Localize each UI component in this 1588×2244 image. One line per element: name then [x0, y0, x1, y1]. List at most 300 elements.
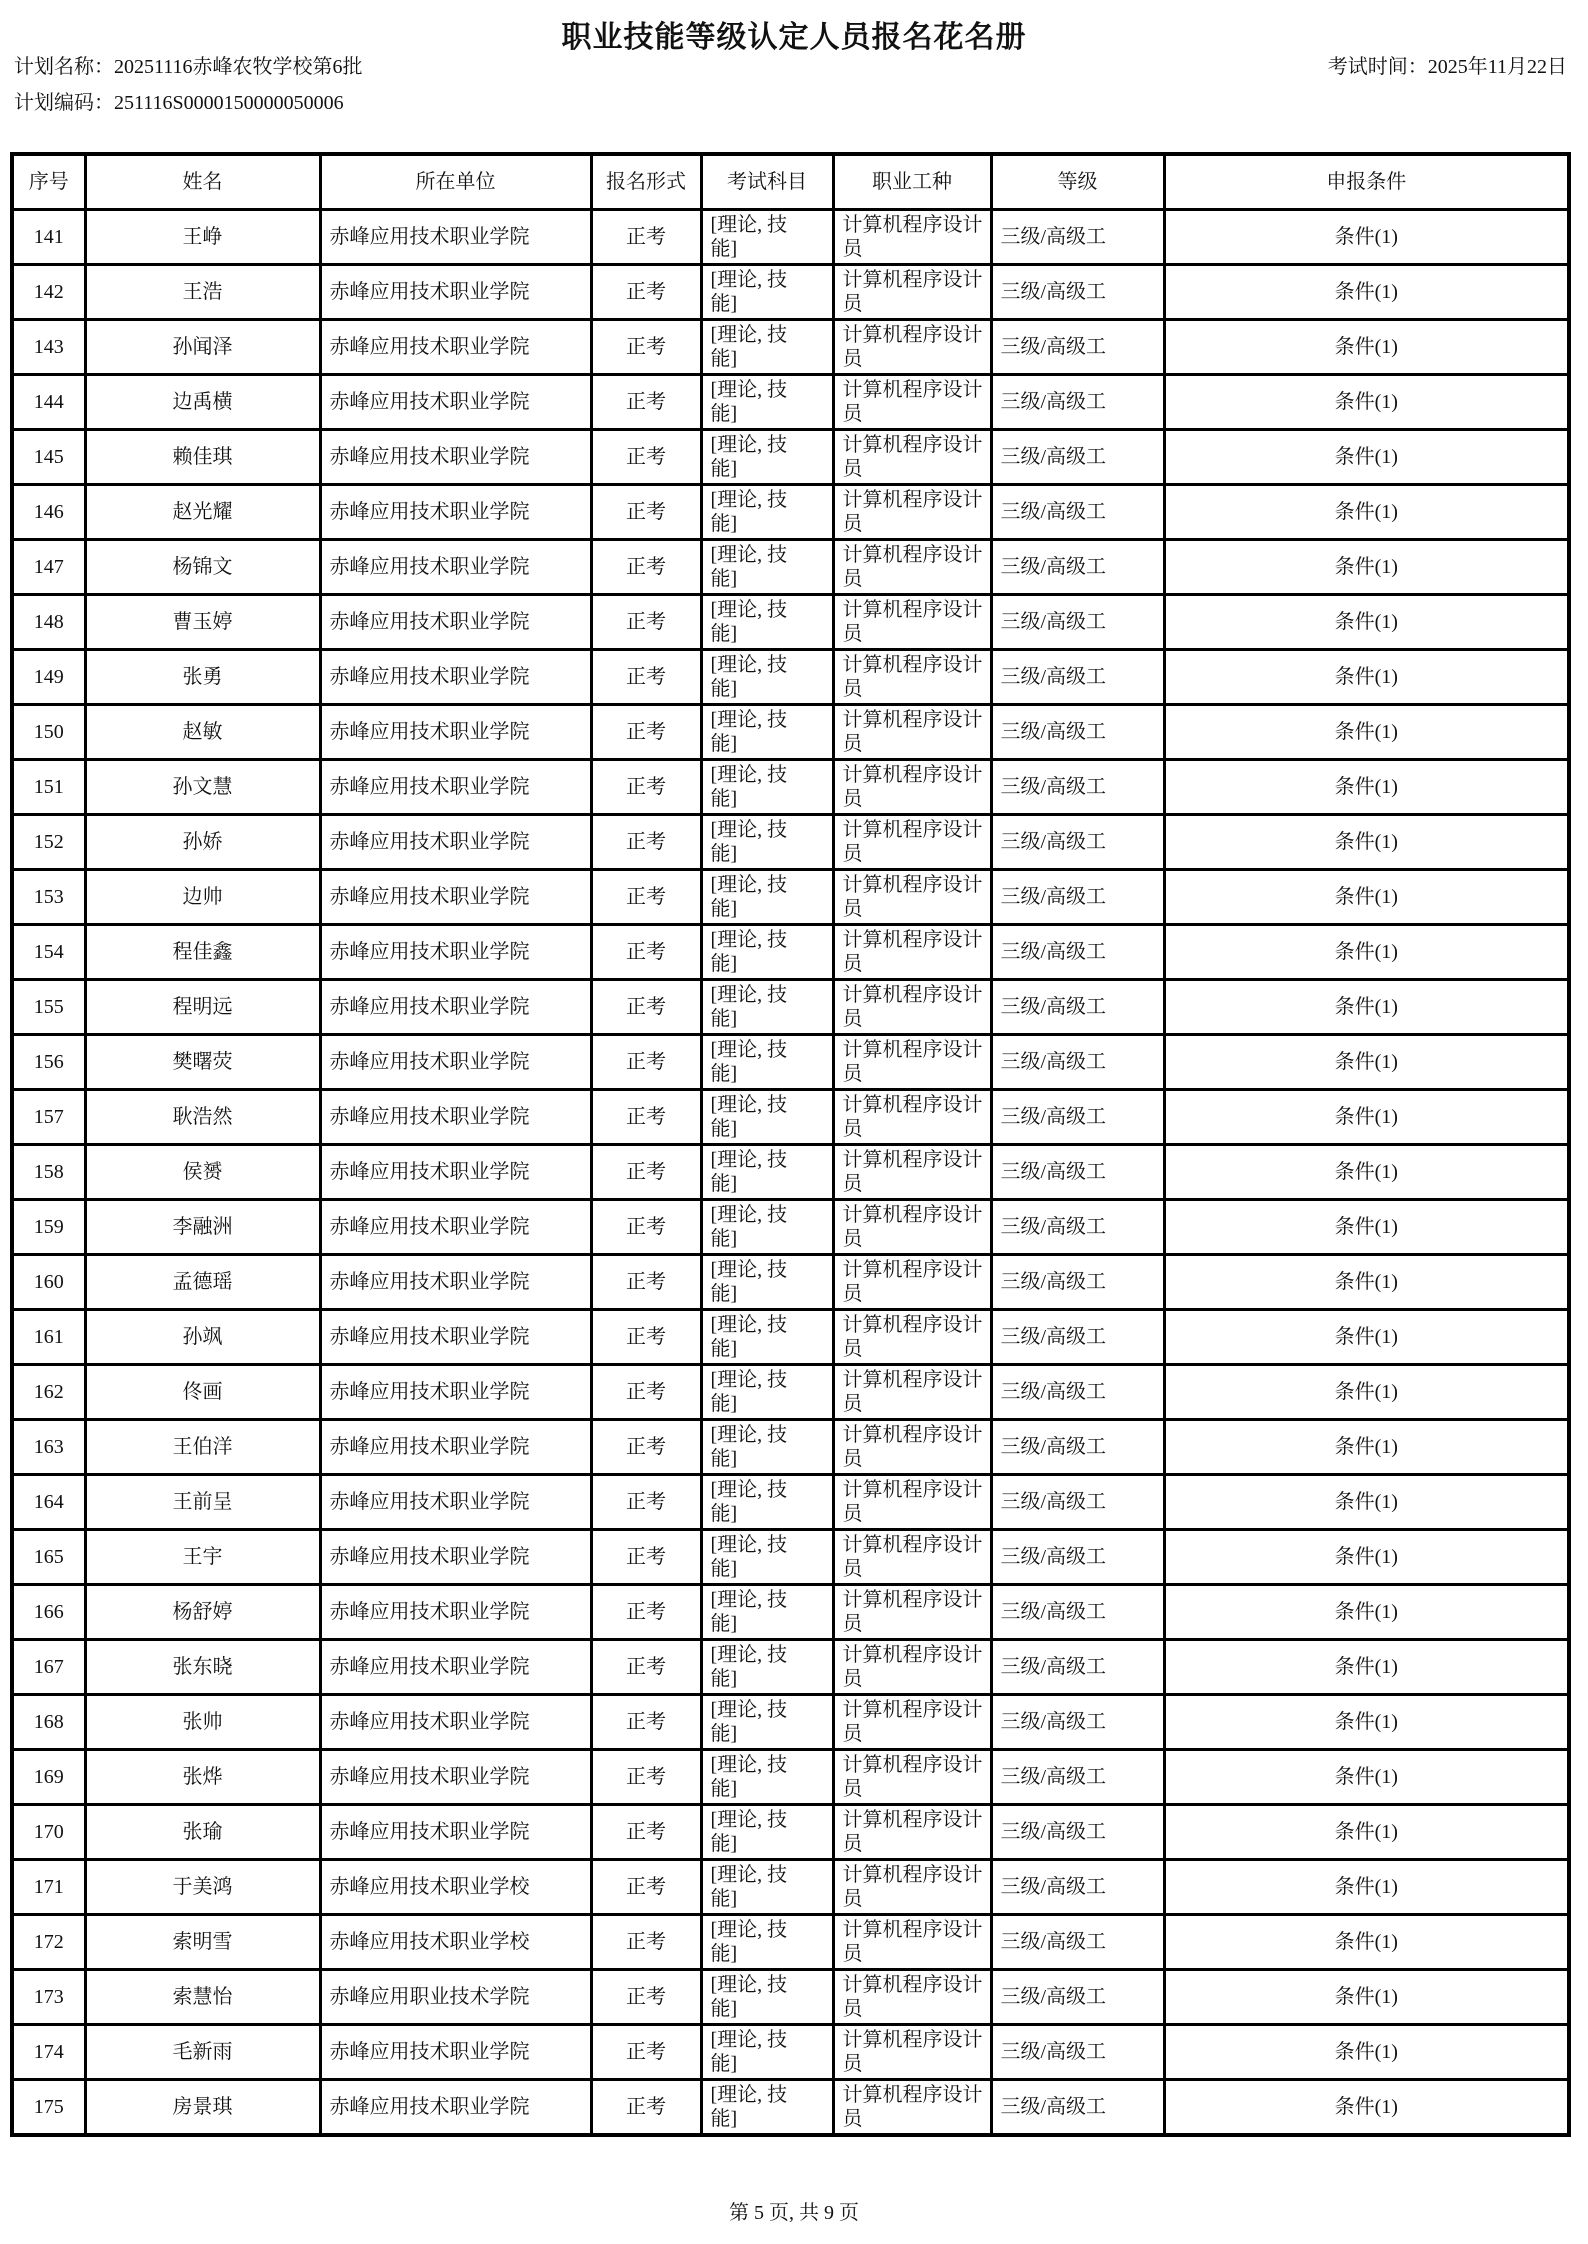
table-row — [12, 1034, 1569, 1089]
cell-occupation: 计算机程序设计员 — [833, 2024, 991, 2079]
cell-unit: 赤峰应用技术职业学院 — [320, 539, 591, 594]
cell-occupation: 计算机程序设计员 — [833, 924, 991, 979]
cell-level: 三级/高级工 — [991, 1309, 1164, 1364]
cell-unit: 赤峰应用技术职业学院 — [320, 264, 591, 319]
table-row — [12, 1584, 1569, 1639]
cell-registration-form: 正考 — [591, 2024, 701, 2079]
cell-name: 于美鸿 — [85, 1859, 320, 1914]
cell-registration-form: 正考 — [591, 869, 701, 924]
cell-registration-form: 正考 — [591, 319, 701, 374]
cell-serial: 175 — [12, 2079, 85, 2135]
cell-registration-form: 正考 — [591, 1969, 701, 2024]
cell-name: 张东晓 — [85, 1639, 320, 1694]
cell-registration-form: 正考 — [591, 1144, 701, 1199]
cell-occupation: 计算机程序设计员 — [833, 1804, 991, 1859]
cell-occupation: 计算机程序设计员 — [833, 264, 991, 319]
cell-name: 程佳鑫 — [85, 924, 320, 979]
cell-occupation: 计算机程序设计员 — [833, 1309, 991, 1364]
cell-unit: 赤峰应用技术职业学院 — [320, 1034, 591, 1089]
cell-serial: 164 — [12, 1474, 85, 1529]
cell-occupation: 计算机程序设计员 — [833, 869, 991, 924]
cell-occupation: 计算机程序设计员 — [833, 1419, 991, 1474]
cell-registration-form: 正考 — [591, 1034, 701, 1089]
cell-registration-form: 正考 — [591, 209, 701, 264]
cell-unit: 赤峰应用技术职业学院 — [320, 2024, 591, 2079]
cell-exam-subjects: [理论, 技能] — [701, 979, 833, 1034]
table-row — [12, 1914, 1569, 1969]
cell-exam-subjects: [理论, 技能] — [701, 209, 833, 264]
cell-exam-subjects: [理论, 技能] — [701, 869, 833, 924]
cell-registration-form: 正考 — [591, 924, 701, 979]
table-row — [12, 1254, 1569, 1309]
cell-conditions: 条件(1) — [1164, 924, 1569, 979]
cell-level: 三级/高级工 — [991, 1749, 1164, 1804]
cell-unit: 赤峰应用技术职业学院 — [320, 1254, 591, 1309]
cell-exam-subjects: [理论, 技能] — [701, 1364, 833, 1419]
cell-occupation: 计算机程序设计员 — [833, 319, 991, 374]
header-cell-registration-form: 报名形式 — [591, 154, 701, 209]
cell-name: 耿浩然 — [85, 1089, 320, 1144]
cell-unit: 赤峰应用技术职业学院 — [320, 1419, 591, 1474]
cell-occupation: 计算机程序设计员 — [833, 539, 991, 594]
cell-conditions: 条件(1) — [1164, 1309, 1569, 1364]
cell-registration-form: 正考 — [591, 1419, 701, 1474]
cell-serial: 143 — [12, 319, 85, 374]
cell-exam-subjects: [理论, 技能] — [701, 374, 833, 429]
cell-level: 三级/高级工 — [991, 594, 1164, 649]
cell-conditions: 条件(1) — [1164, 1034, 1569, 1089]
cell-exam-subjects: [理论, 技能] — [701, 1969, 833, 2024]
cell-exam-subjects: [理论, 技能] — [701, 1034, 833, 1089]
table-row — [12, 1749, 1569, 1804]
cell-level: 三级/高级工 — [991, 2079, 1164, 2135]
cell-name: 索慧怡 — [85, 1969, 320, 2024]
cell-conditions: 条件(1) — [1164, 814, 1569, 869]
cell-serial: 155 — [12, 979, 85, 1034]
cell-unit: 赤峰应用技术职业学院 — [320, 649, 591, 704]
cell-conditions: 条件(1) — [1164, 704, 1569, 759]
cell-serial: 159 — [12, 1199, 85, 1254]
cell-conditions: 条件(1) — [1164, 429, 1569, 484]
cell-conditions: 条件(1) — [1164, 2024, 1569, 2079]
cell-registration-form: 正考 — [591, 1749, 701, 1804]
table-row — [12, 264, 1569, 319]
table-row — [12, 1859, 1569, 1914]
cell-name: 毛新雨 — [85, 2024, 320, 2079]
cell-conditions: 条件(1) — [1164, 1419, 1569, 1474]
header-cell-serial: 序号 — [12, 154, 85, 209]
table-row — [12, 594, 1569, 649]
cell-conditions: 条件(1) — [1164, 1089, 1569, 1144]
table-row — [12, 649, 1569, 704]
cell-name: 张烨 — [85, 1749, 320, 1804]
cell-name: 杨锦文 — [85, 539, 320, 594]
cell-registration-form: 正考 — [591, 2079, 701, 2135]
cell-level: 三级/高级工 — [991, 1859, 1164, 1914]
cell-name: 张勇 — [85, 649, 320, 704]
cell-name: 孙文慧 — [85, 759, 320, 814]
cell-conditions: 条件(1) — [1164, 1969, 1569, 2024]
cell-unit: 赤峰应用技术职业学院 — [320, 2079, 591, 2135]
cell-serial: 170 — [12, 1804, 85, 1859]
cell-occupation: 计算机程序设计员 — [833, 1364, 991, 1419]
cell-level: 三级/高级工 — [991, 924, 1164, 979]
cell-occupation: 计算机程序设计员 — [833, 1254, 991, 1309]
cell-serial: 151 — [12, 759, 85, 814]
cell-level: 三级/高级工 — [991, 1199, 1164, 1254]
table-row — [12, 539, 1569, 594]
header-cell-exam-subjects: 考试科目 — [701, 154, 833, 209]
cell-occupation: 计算机程序设计员 — [833, 1034, 991, 1089]
cell-exam-subjects: [理论, 技能] — [701, 704, 833, 759]
cell-serial: 150 — [12, 704, 85, 759]
cell-serial: 168 — [12, 1694, 85, 1749]
cell-name: 程明远 — [85, 979, 320, 1034]
cell-conditions: 条件(1) — [1164, 594, 1569, 649]
cell-unit: 赤峰应用技术职业学院 — [320, 1749, 591, 1804]
cell-serial: 145 — [12, 429, 85, 484]
plan-code: 计划编码：251116S0000150000050006 — [14, 92, 344, 114]
cell-serial: 147 — [12, 539, 85, 594]
cell-level: 三级/高级工 — [991, 1804, 1164, 1859]
cell-name: 樊曙荧 — [85, 1034, 320, 1089]
cell-exam-subjects: [理论, 技能] — [701, 594, 833, 649]
cell-exam-subjects: [理论, 技能] — [701, 1254, 833, 1309]
table-row — [12, 319, 1569, 374]
cell-exam-subjects: [理论, 技能] — [701, 1914, 833, 1969]
cell-unit: 赤峰应用技术职业学院 — [320, 1804, 591, 1859]
cell-registration-form: 正考 — [591, 1309, 701, 1364]
cell-exam-subjects: [理论, 技能] — [701, 1859, 833, 1914]
cell-exam-subjects: [理论, 技能] — [701, 1309, 833, 1364]
cell-unit: 赤峰应用技术职业学院 — [320, 484, 591, 539]
cell-serial: 166 — [12, 1584, 85, 1639]
table-row — [12, 1694, 1569, 1749]
table-row — [12, 1639, 1569, 1694]
cell-level: 三级/高级工 — [991, 814, 1164, 869]
header-cell-unit: 所在单位 — [320, 154, 591, 209]
cell-registration-form: 正考 — [591, 264, 701, 319]
cell-name: 张帅 — [85, 1694, 320, 1749]
table-row — [12, 1309, 1569, 1364]
cell-name: 孙娇 — [85, 814, 320, 869]
cell-exam-subjects: [理论, 技能] — [701, 2079, 833, 2135]
cell-unit: 赤峰应用技术职业学院 — [320, 1309, 591, 1364]
table-row — [12, 1419, 1569, 1474]
cell-occupation: 计算机程序设计员 — [833, 374, 991, 429]
cell-exam-subjects: [理论, 技能] — [701, 1804, 833, 1859]
table-row — [12, 1199, 1569, 1254]
cell-level: 三级/高级工 — [991, 1034, 1164, 1089]
cell-conditions: 条件(1) — [1164, 539, 1569, 594]
cell-registration-form: 正考 — [591, 374, 701, 429]
cell-name: 孙飒 — [85, 1309, 320, 1364]
cell-serial: 171 — [12, 1859, 85, 1914]
cell-occupation: 计算机程序设计员 — [833, 209, 991, 264]
cell-conditions: 条件(1) — [1164, 209, 1569, 264]
cell-serial: 162 — [12, 1364, 85, 1419]
cell-serial: 154 — [12, 924, 85, 979]
cell-conditions: 条件(1) — [1164, 1364, 1569, 1419]
cell-occupation: 计算机程序设计员 — [833, 814, 991, 869]
cell-name: 李融洲 — [85, 1199, 320, 1254]
cell-conditions: 条件(1) — [1164, 2079, 1569, 2135]
cell-level: 三级/高级工 — [991, 1584, 1164, 1639]
exam-time: 考试时间：2025年11月22日 — [1327, 56, 1567, 78]
cell-level: 三级/高级工 — [991, 2024, 1164, 2079]
cell-occupation: 计算机程序设计员 — [833, 484, 991, 539]
cell-exam-subjects: [理论, 技能] — [701, 1419, 833, 1474]
cell-occupation: 计算机程序设计员 — [833, 1474, 991, 1529]
cell-registration-form: 正考 — [591, 429, 701, 484]
cell-registration-form: 正考 — [591, 1529, 701, 1584]
cell-name: 孙闻泽 — [85, 319, 320, 374]
cell-exam-subjects: [理论, 技能] — [701, 484, 833, 539]
cell-level: 三级/高级工 — [991, 1694, 1164, 1749]
cell-registration-form: 正考 — [591, 1859, 701, 1914]
cell-exam-subjects: [理论, 技能] — [701, 1749, 833, 1804]
cell-occupation: 计算机程序设计员 — [833, 1914, 991, 1969]
cell-conditions: 条件(1) — [1164, 319, 1569, 374]
cell-exam-subjects: [理论, 技能] — [701, 759, 833, 814]
cell-registration-form: 正考 — [591, 814, 701, 869]
cell-level: 三级/高级工 — [991, 209, 1164, 264]
cell-registration-form: 正考 — [591, 1639, 701, 1694]
cell-registration-form: 正考 — [591, 594, 701, 649]
cell-occupation: 计算机程序设计员 — [833, 1969, 991, 2024]
cell-registration-form: 正考 — [591, 484, 701, 539]
cell-serial: 141 — [12, 209, 85, 264]
cell-occupation: 计算机程序设计员 — [833, 1749, 991, 1804]
cell-registration-form: 正考 — [591, 1199, 701, 1254]
cell-unit: 赤峰应用技术职业学院 — [320, 1364, 591, 1419]
cell-occupation: 计算机程序设计员 — [833, 1694, 991, 1749]
cell-name: 王宇 — [85, 1529, 320, 1584]
header-cell-level: 等级 — [991, 154, 1164, 209]
cell-unit: 赤峰应用技术职业学院 — [320, 1529, 591, 1584]
cell-level: 三级/高级工 — [991, 1969, 1164, 2024]
roster-table — [10, 152, 1571, 2137]
cell-conditions: 条件(1) — [1164, 1639, 1569, 1694]
cell-unit: 赤峰应用职业技术学院 — [320, 1969, 591, 2024]
cell-registration-form: 正考 — [591, 539, 701, 594]
cell-unit: 赤峰应用技术职业学校 — [320, 1859, 591, 1914]
cell-unit: 赤峰应用技术职业学院 — [320, 1584, 591, 1639]
cell-serial: 160 — [12, 1254, 85, 1309]
cell-level: 三级/高级工 — [991, 1364, 1164, 1419]
cell-serial: 144 — [12, 374, 85, 429]
table-row — [12, 1529, 1569, 1584]
cell-level: 三级/高级工 — [991, 374, 1164, 429]
table-row — [12, 924, 1569, 979]
cell-exam-subjects: [理论, 技能] — [701, 264, 833, 319]
table-header-row — [12, 154, 1569, 209]
cell-serial: 146 — [12, 484, 85, 539]
cell-registration-form: 正考 — [591, 1089, 701, 1144]
cell-exam-subjects: [理论, 技能] — [701, 649, 833, 704]
cell-serial: 149 — [12, 649, 85, 704]
cell-serial: 148 — [12, 594, 85, 649]
cell-occupation: 计算机程序设计员 — [833, 1144, 991, 1199]
cell-conditions: 条件(1) — [1164, 759, 1569, 814]
cell-unit: 赤峰应用技术职业学院 — [320, 979, 591, 1034]
table-row — [12, 1364, 1569, 1419]
table-row — [12, 1474, 1569, 1529]
cell-occupation: 计算机程序设计员 — [833, 429, 991, 484]
cell-registration-form: 正考 — [591, 704, 701, 759]
cell-name: 王浩 — [85, 264, 320, 319]
table-row — [12, 1144, 1569, 1199]
cell-unit: 赤峰应用技术职业学院 — [320, 814, 591, 869]
cell-unit: 赤峰应用技术职业学院 — [320, 594, 591, 649]
cell-exam-subjects: [理论, 技能] — [701, 319, 833, 374]
cell-conditions: 条件(1) — [1164, 869, 1569, 924]
cell-unit: 赤峰应用技术职业学院 — [320, 704, 591, 759]
cell-level: 三级/高级工 — [991, 1144, 1164, 1199]
cell-registration-form: 正考 — [591, 649, 701, 704]
cell-registration-form: 正考 — [591, 1694, 701, 1749]
cell-exam-subjects: [理论, 技能] — [701, 2024, 833, 2079]
cell-occupation: 计算机程序设计员 — [833, 1639, 991, 1694]
cell-occupation: 计算机程序设计员 — [833, 2079, 991, 2135]
cell-level: 三级/高级工 — [991, 1639, 1164, 1694]
cell-unit: 赤峰应用技术职业学院 — [320, 209, 591, 264]
cell-level: 三级/高级工 — [991, 649, 1164, 704]
cell-name: 孟德瑶 — [85, 1254, 320, 1309]
header-cell-name: 姓名 — [85, 154, 320, 209]
cell-name: 索明雪 — [85, 1914, 320, 1969]
cell-conditions: 条件(1) — [1164, 484, 1569, 539]
cell-registration-form: 正考 — [591, 1364, 701, 1419]
cell-level: 三级/高级工 — [991, 979, 1164, 1034]
cell-serial: 163 — [12, 1419, 85, 1474]
cell-serial: 167 — [12, 1639, 85, 1694]
table-row — [12, 2024, 1569, 2079]
cell-level: 三级/高级工 — [991, 539, 1164, 594]
cell-name: 赖佳琪 — [85, 429, 320, 484]
cell-conditions: 条件(1) — [1164, 1694, 1569, 1749]
cell-level: 三级/高级工 — [991, 1529, 1164, 1584]
cell-registration-form: 正考 — [591, 759, 701, 814]
cell-name: 房景琪 — [85, 2079, 320, 2135]
cell-name: 赵光耀 — [85, 484, 320, 539]
cell-conditions: 条件(1) — [1164, 1914, 1569, 1969]
table-row — [12, 759, 1569, 814]
cell-occupation: 计算机程序设计员 — [833, 979, 991, 1034]
cell-serial: 157 — [12, 1089, 85, 1144]
cell-exam-subjects: [理论, 技能] — [701, 1199, 833, 1254]
cell-level: 三级/高级工 — [991, 1254, 1164, 1309]
cell-name: 王前呈 — [85, 1474, 320, 1529]
roster-table-body — [12, 209, 1569, 2135]
cell-serial: 165 — [12, 1529, 85, 1584]
cell-conditions: 条件(1) — [1164, 1529, 1569, 1584]
cell-occupation: 计算机程序设计员 — [833, 759, 991, 814]
cell-name: 边禹横 — [85, 374, 320, 429]
cell-name: 侯赟 — [85, 1144, 320, 1199]
cell-occupation: 计算机程序设计员 — [833, 1199, 991, 1254]
page-title: 职业技能等级认定人员报名花名册 — [561, 21, 1027, 54]
cell-conditions: 条件(1) — [1164, 1199, 1569, 1254]
cell-exam-subjects: [理论, 技能] — [701, 1584, 833, 1639]
cell-name: 赵敏 — [85, 704, 320, 759]
table-row — [12, 484, 1569, 539]
cell-registration-form: 正考 — [591, 1474, 701, 1529]
cell-unit: 赤峰应用技术职业学院 — [320, 1474, 591, 1529]
cell-registration-form: 正考 — [591, 1584, 701, 1639]
cell-conditions: 条件(1) — [1164, 1584, 1569, 1639]
cell-serial: 158 — [12, 1144, 85, 1199]
cell-level: 三级/高级工 — [991, 484, 1164, 539]
cell-name: 张瑜 — [85, 1804, 320, 1859]
cell-unit: 赤峰应用技术职业学院 — [320, 319, 591, 374]
cell-registration-form: 正考 — [591, 1914, 701, 1969]
cell-exam-subjects: [理论, 技能] — [701, 1474, 833, 1529]
cell-conditions: 条件(1) — [1164, 264, 1569, 319]
cell-unit: 赤峰应用技术职业学校 — [320, 1914, 591, 1969]
cell-unit: 赤峰应用技术职业学院 — [320, 429, 591, 484]
cell-registration-form: 正考 — [591, 979, 701, 1034]
cell-registration-form: 正考 — [591, 1254, 701, 1309]
cell-serial: 142 — [12, 264, 85, 319]
cell-level: 三级/高级工 — [991, 759, 1164, 814]
cell-serial: 161 — [12, 1309, 85, 1364]
cell-level: 三级/高级工 — [991, 1419, 1164, 1474]
cell-occupation: 计算机程序设计员 — [833, 1584, 991, 1639]
cell-serial: 152 — [12, 814, 85, 869]
header-cell-conditions: 申报条件 — [1164, 154, 1569, 209]
cell-unit: 赤峰应用技术职业学院 — [320, 1144, 591, 1199]
cell-exam-subjects: [理论, 技能] — [701, 539, 833, 594]
cell-serial: 172 — [12, 1914, 85, 1969]
cell-conditions: 条件(1) — [1164, 374, 1569, 429]
cell-level: 三级/高级工 — [991, 1089, 1164, 1144]
cell-conditions: 条件(1) — [1164, 1804, 1569, 1859]
cell-level: 三级/高级工 — [991, 869, 1164, 924]
cell-conditions: 条件(1) — [1164, 1859, 1569, 1914]
cell-exam-subjects: [理论, 技能] — [701, 429, 833, 484]
table-row — [12, 374, 1569, 429]
cell-level: 三级/高级工 — [991, 1474, 1164, 1529]
cell-serial: 169 — [12, 1749, 85, 1804]
cell-level: 三级/高级工 — [991, 704, 1164, 759]
cell-unit: 赤峰应用技术职业学院 — [320, 924, 591, 979]
plan-name: 计划名称：20251116赤峰农牧学校第6批 — [14, 56, 363, 78]
cell-level: 三级/高级工 — [991, 1914, 1164, 1969]
page-footer: 第 5 页, 共 9 页 — [729, 2202, 859, 2224]
cell-occupation: 计算机程序设计员 — [833, 594, 991, 649]
cell-occupation: 计算机程序设计员 — [833, 1859, 991, 1914]
cell-unit: 赤峰应用技术职业学院 — [320, 1694, 591, 1749]
meta-row — [14, 50, 1567, 79]
table-row — [12, 1089, 1569, 1144]
table-row — [12, 2079, 1569, 2135]
cell-occupation: 计算机程序设计员 — [833, 649, 991, 704]
cell-unit: 赤峰应用技术职业学院 — [320, 1089, 591, 1144]
cell-conditions: 条件(1) — [1164, 1254, 1569, 1309]
cell-unit: 赤峰应用技术职业学院 — [320, 1639, 591, 1694]
cell-level: 三级/高级工 — [991, 429, 1164, 484]
cell-level: 三级/高级工 — [991, 319, 1164, 374]
cell-exam-subjects: [理论, 技能] — [701, 814, 833, 869]
cell-exam-subjects: [理论, 技能] — [701, 1529, 833, 1584]
cell-name: 王伯洋 — [85, 1419, 320, 1474]
cell-occupation: 计算机程序设计员 — [833, 704, 991, 759]
cell-level: 三级/高级工 — [991, 264, 1164, 319]
cell-unit: 赤峰应用技术职业学院 — [320, 1199, 591, 1254]
table-row — [12, 814, 1569, 869]
cell-name: 王峥 — [85, 209, 320, 264]
